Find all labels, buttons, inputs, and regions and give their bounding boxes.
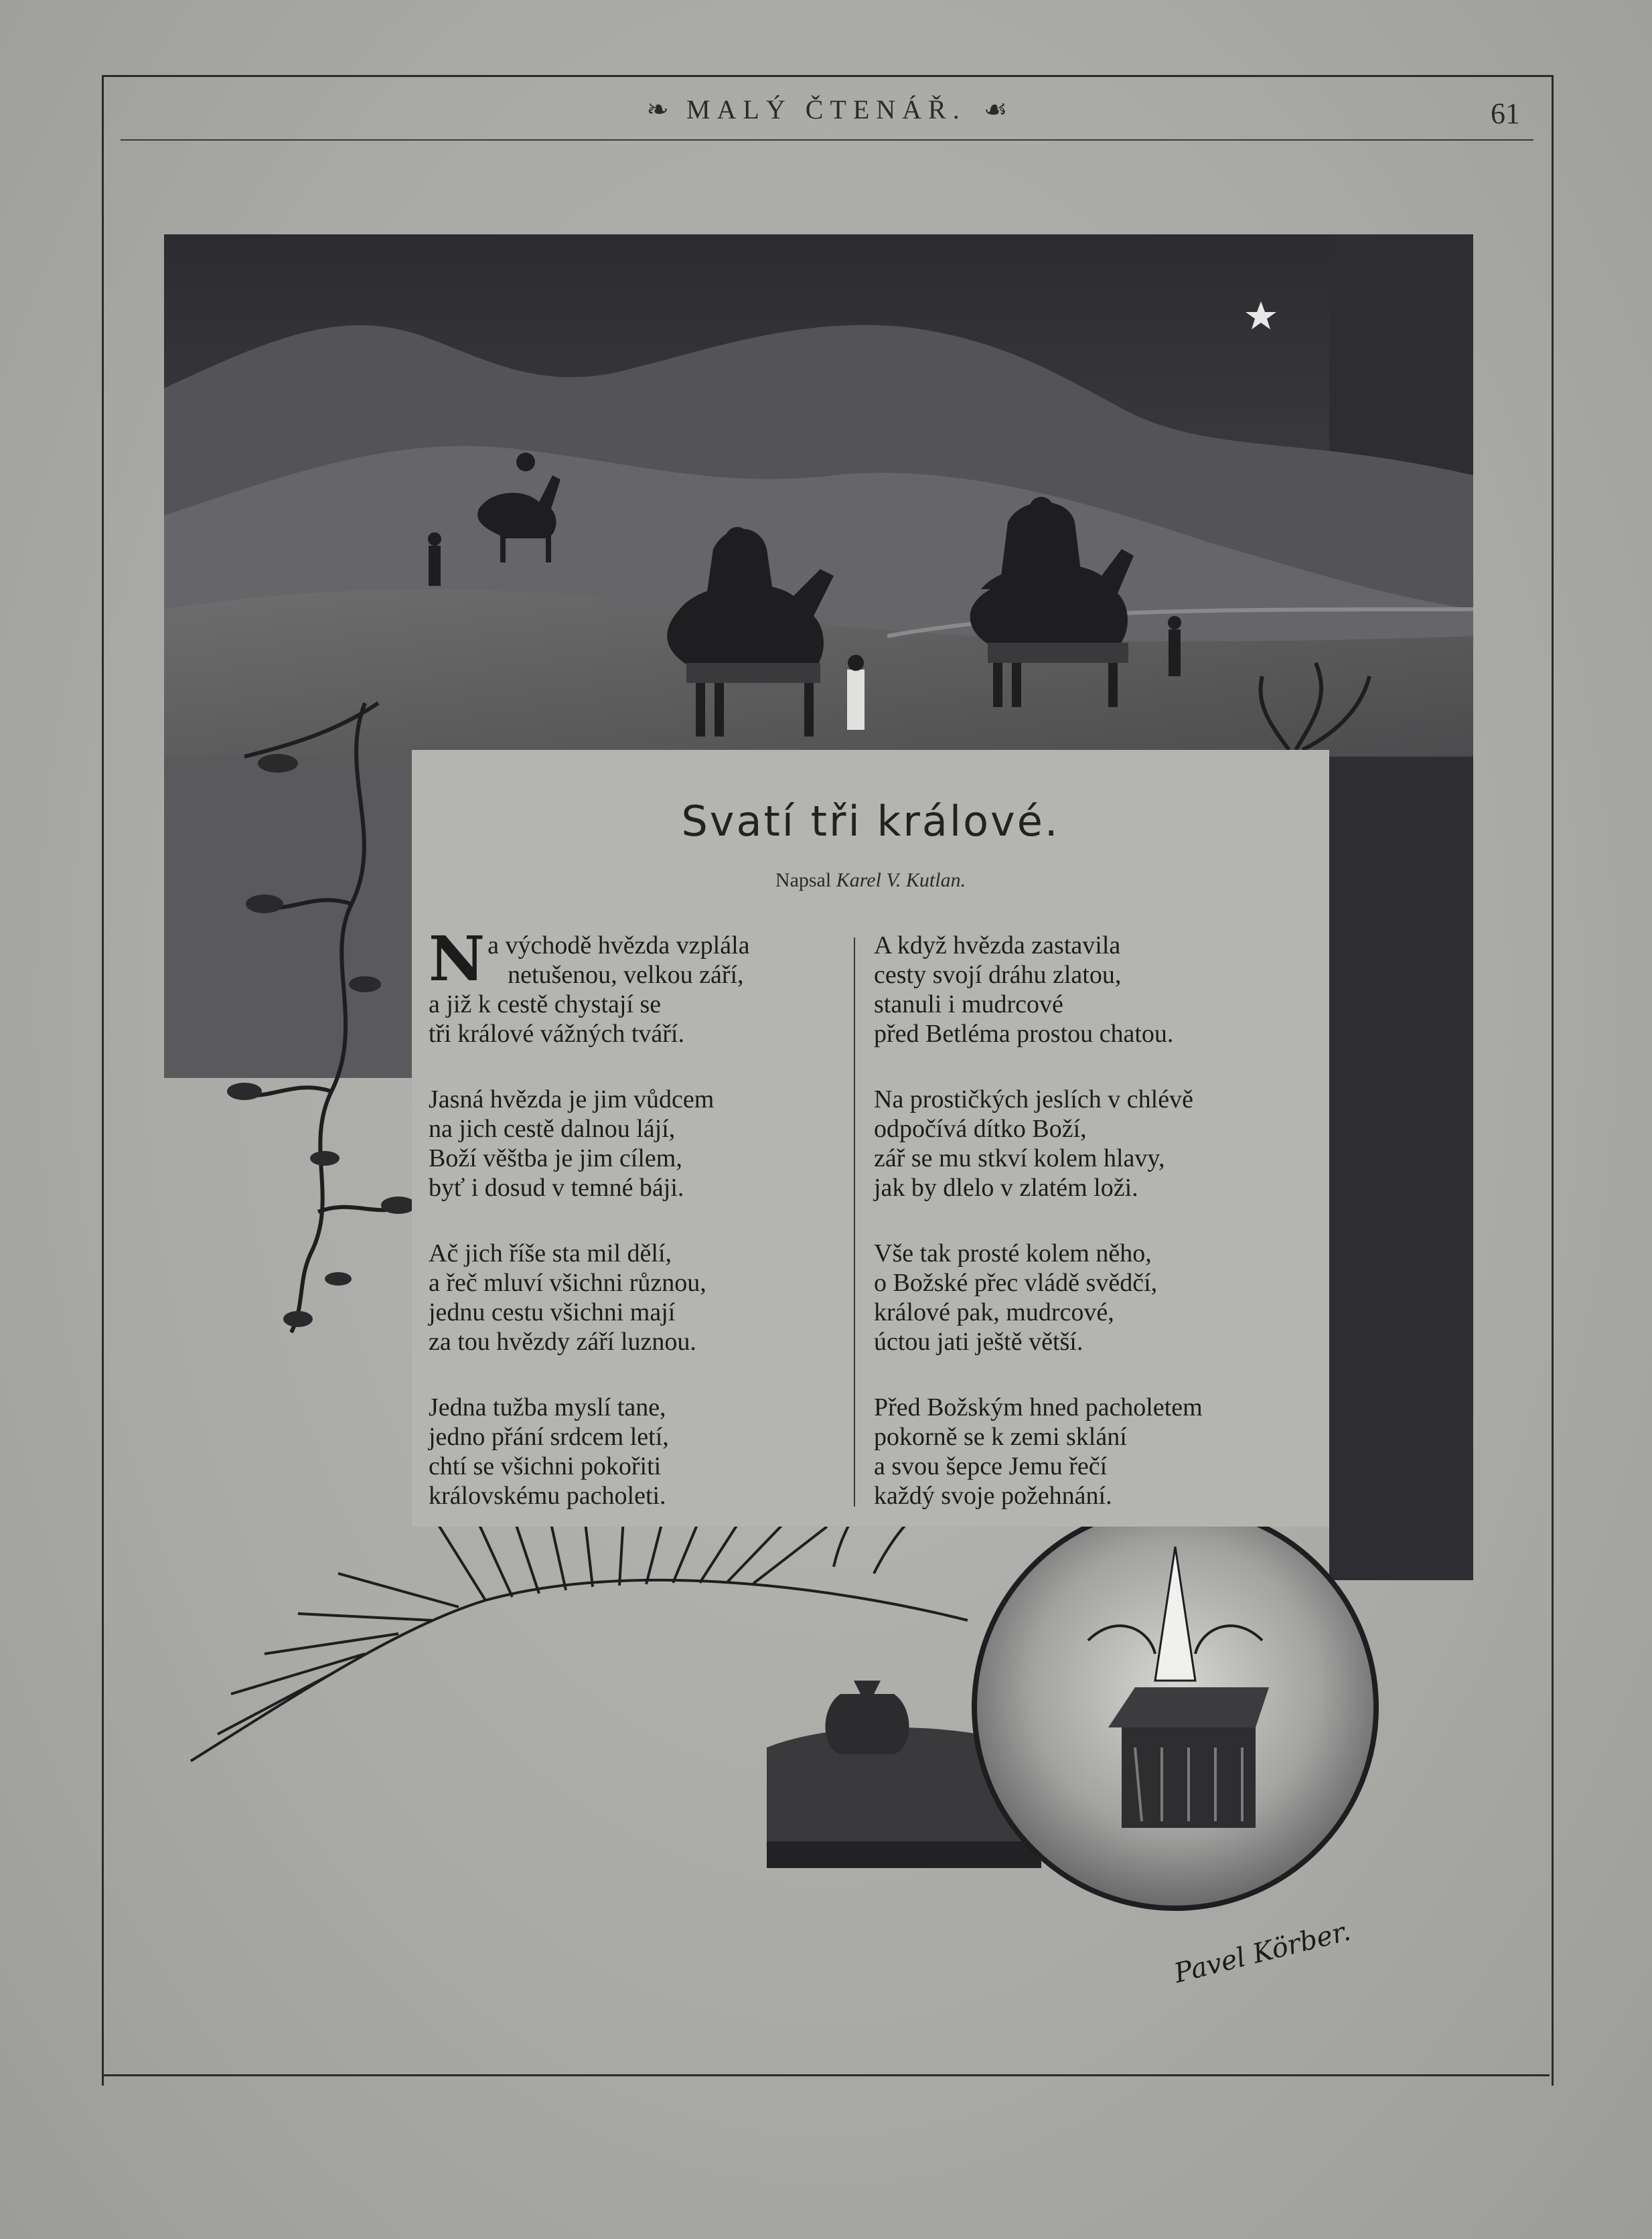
verse-line: A když hvězda zastavila xyxy=(874,931,1121,959)
verse-line: netušenou, velkou září, xyxy=(508,961,744,989)
verse-line: a východě hvězda vzplála xyxy=(487,931,750,959)
verse-line: stanuli i mudrcové xyxy=(874,990,1063,1018)
verse-line: cesty svojí dráhu zlatou, xyxy=(874,961,1122,989)
left-ornament-icon: ❧ xyxy=(646,94,669,125)
verse-line: Boží věštba je jim cílem, xyxy=(429,1144,682,1172)
verse-line: odpočívá dítko Boží, xyxy=(874,1115,1087,1143)
stanza xyxy=(429,1393,857,1511)
stanza xyxy=(429,923,857,1049)
running-header xyxy=(121,87,1533,141)
author-name: Karel V. Kutlan. xyxy=(836,869,966,891)
verse-line: Vše tak prosté kolem něho, xyxy=(874,1239,1152,1267)
stanza xyxy=(429,1085,857,1203)
verse-line: úctou jati ještě větší. xyxy=(874,1328,1083,1356)
verse-line: a svou šepce Jemu řečí xyxy=(874,1452,1108,1480)
verse-line: Jedna tužba myslí tane, xyxy=(429,1393,666,1421)
right-column xyxy=(874,931,1329,1547)
drop-cap: N xyxy=(429,923,485,995)
stanza xyxy=(874,1085,1329,1203)
verse-line: zář se mu stkví kolem hlavy, xyxy=(874,1144,1165,1172)
medallion xyxy=(974,1507,1376,1908)
verse-line: na jich cestě dalnou lájí, xyxy=(429,1115,676,1143)
dropcap-block xyxy=(429,923,857,995)
right-ornament-icon: ☙ xyxy=(983,94,1008,125)
verse-line: a řeč mluví všichni různou, xyxy=(429,1269,706,1297)
stanza xyxy=(429,1239,857,1357)
verse-line: Před Božským hned pacholetem xyxy=(874,1393,1203,1421)
page-number: 61 xyxy=(1491,97,1520,130)
byline-prefix: Napsal xyxy=(775,869,832,891)
verse-line: jedno přání srdcem letí, xyxy=(429,1423,669,1451)
verse-line: pokorně se k zemi sklání xyxy=(874,1423,1127,1451)
byline xyxy=(412,869,1329,892)
verse-line: Na prostičkých jeslích v chlévě xyxy=(874,1085,1193,1113)
header-rule xyxy=(121,139,1533,141)
poem-title: Svatí tři králové. xyxy=(681,797,1060,846)
magazine-title-line xyxy=(121,94,1533,125)
verse-line: byť i dosud v temné báji. xyxy=(429,1174,684,1202)
verse-line: Ač jich říše sta mil dělí, xyxy=(429,1239,672,1267)
verse-line: chtí se všichni pokořiti xyxy=(429,1452,662,1480)
verse-line: o Božské přec vládě svědčí, xyxy=(874,1269,1158,1297)
poem-panel xyxy=(412,750,1329,1527)
verse-line: a již k cestě chystají se xyxy=(429,990,662,1018)
verse-line: králové pak, mudrcové, xyxy=(874,1298,1114,1326)
stanza xyxy=(874,931,1329,1049)
verse-line: jak by dlelo v zlatém loži. xyxy=(874,1174,1138,1202)
verse-line: jednu cestu všichni mají xyxy=(429,1298,676,1326)
verse-line: Jasná hvězda je jim vůdcem xyxy=(429,1085,715,1113)
verse-line: královskému pacholeti. xyxy=(429,1482,666,1510)
bottom-rule xyxy=(102,2074,1550,2076)
verse-line: tři králové vážných tváří. xyxy=(429,1020,684,1048)
left-column xyxy=(429,923,857,1547)
stanza xyxy=(874,1393,1329,1511)
verse-line: za tou hvězdy září luznou. xyxy=(429,1328,696,1356)
magazine-title: MALÝ ČTENÁŘ. xyxy=(686,94,966,125)
verse-line: každý svoje požehnání. xyxy=(874,1482,1112,1510)
artist-signature: Pavel Körber. xyxy=(1171,1916,1354,1989)
verse-line: před Betléma prostou chatou. xyxy=(874,1020,1174,1048)
stanza xyxy=(874,1239,1329,1357)
